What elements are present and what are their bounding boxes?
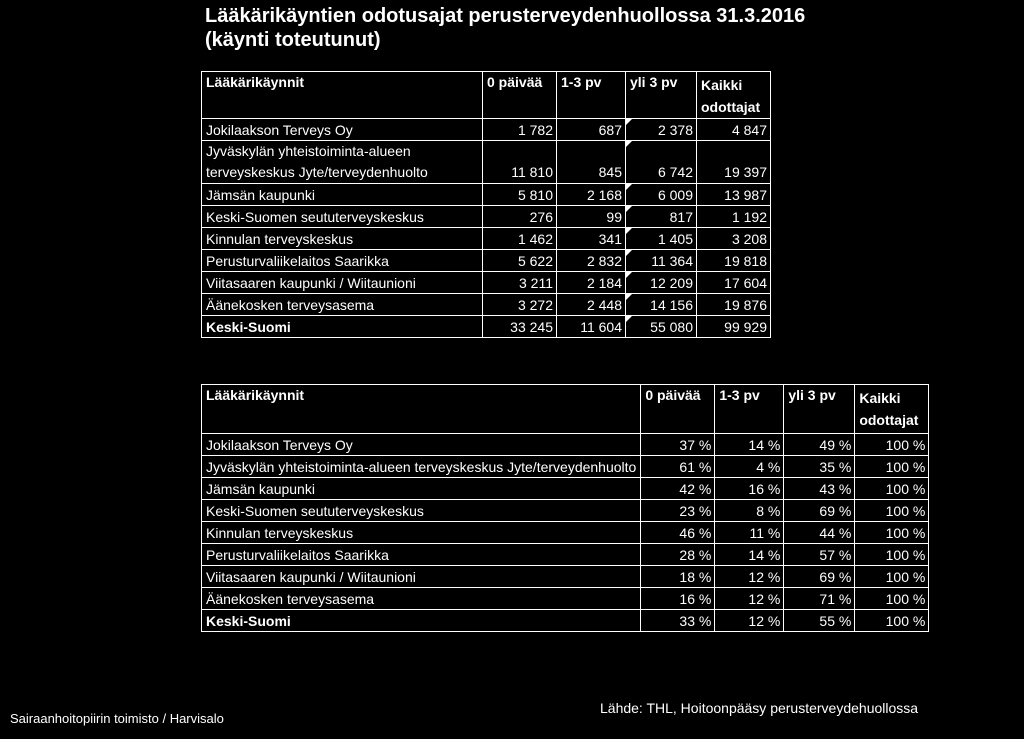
- row-name: Äänekosken terveysasema: [202, 294, 483, 316]
- row-name: Viitasaaren kaupunki / Wiitaunioni: [202, 566, 641, 588]
- cell-kaikki: 100 %: [855, 522, 929, 544]
- table-row: [202, 141, 771, 184]
- cell-yli-3-pv: 69 %: [784, 500, 855, 522]
- cell-0-paivaa: 1 782: [483, 119, 557, 141]
- row-name: Jyväskylän yhteistoiminta-alueen terveyskeskus Jyte/terveydenhuolto: [202, 456, 641, 478]
- header-kaikki-odottajat: [855, 385, 929, 434]
- cell-1-3-pv: 845: [557, 141, 626, 184]
- cell-1-3-pv: 14 %: [715, 434, 784, 456]
- row-name: Keski-Suomen seututerveyskeskus: [202, 500, 641, 522]
- cell-0-paivaa: 28 %: [641, 544, 715, 566]
- cell-yli-3-pv: 71 %: [784, 588, 855, 610]
- cell-kaikki: 4 847: [697, 119, 771, 141]
- cell-1-3-pv: 12 %: [715, 610, 784, 632]
- comment-flag-icon: [626, 141, 632, 147]
- cell-0-paivaa: 33 %: [641, 610, 715, 632]
- cell-yli-3-pv: 55 %: [784, 610, 855, 632]
- row-name: Jämsän kaupunki: [202, 478, 641, 500]
- comment-flag-icon: [626, 316, 632, 322]
- table-total-row: [202, 316, 771, 338]
- cell-0-paivaa: 3 272: [483, 294, 557, 316]
- header-laakarikaynnit: Lääkärikäynnit: [202, 385, 641, 434]
- cell-yli-3-pv: 11 364: [626, 250, 697, 272]
- cell-kaikki: 99 929: [697, 316, 771, 338]
- cell-1-3-pv: 2 184: [557, 272, 626, 294]
- header-kaikki-line1: Kaikki: [701, 77, 743, 93]
- cell-0-paivaa: 42 %: [641, 478, 715, 500]
- table-row: [202, 250, 771, 272]
- table-row: [202, 206, 771, 228]
- cell-kaikki: 19 397: [697, 141, 771, 184]
- counts-table: [201, 71, 771, 338]
- table-row: [202, 184, 771, 206]
- table-row: [202, 294, 771, 316]
- cell-kaikki: 100 %: [855, 566, 929, 588]
- header-kaikki-odottajat: [697, 72, 771, 119]
- cell-1-3-pv: 12 %: [715, 566, 784, 588]
- header-kaikki-line2: odottajat: [859, 412, 919, 428]
- cell-0-paivaa: 5 622: [483, 250, 557, 272]
- header-kaikki-line2: odottajat: [701, 99, 761, 115]
- table-row: [202, 456, 929, 478]
- row-name: Äänekosken terveysasema: [202, 588, 641, 610]
- cell-1-3-pv: 8 %: [715, 500, 784, 522]
- row-name: Perusturvaliikelaitos Saarikka: [202, 250, 483, 272]
- cell-kaikki: 19 818: [697, 250, 771, 272]
- cell-kaikki: 100 %: [855, 434, 929, 456]
- row-name: Kinnulan terveyskeskus: [202, 228, 483, 250]
- row-name: Perusturvaliikelaitos Saarikka: [202, 544, 641, 566]
- cell-kaikki: 100 %: [855, 456, 929, 478]
- cell-kaikki: 100 %: [855, 544, 929, 566]
- row-name: Jyväskylän yhteistoiminta-alueen terveyskeskus Jyte/terveydenhuolto: [202, 141, 483, 184]
- cell-0-paivaa: 61 %: [641, 456, 715, 478]
- cell-yli-3-pv: 55 080: [626, 316, 697, 338]
- header-laakarikaynnit: Lääkärikäynnit: [202, 72, 483, 119]
- percent-table: [201, 384, 929, 632]
- table-row: [202, 566, 929, 588]
- header-kaikki-line1: Kaikki: [859, 390, 901, 406]
- comment-flag-icon: [626, 119, 632, 125]
- cell-0-paivaa: 37 %: [641, 434, 715, 456]
- table-row: [202, 228, 771, 250]
- cell-1-3-pv: 12 %: [715, 588, 784, 610]
- cell-1-3-pv: 99: [557, 206, 626, 228]
- cell-1-3-pv: 11 604: [557, 316, 626, 338]
- table-total-row: [202, 610, 929, 632]
- cell-1-3-pv: 11 %: [715, 522, 784, 544]
- cell-yli-3-pv: 43 %: [784, 478, 855, 500]
- header-0-paivaa: 0 päivää: [641, 385, 715, 434]
- cell-1-3-pv: 2 832: [557, 250, 626, 272]
- cell-0-paivaa: 5 810: [483, 184, 557, 206]
- comment-flag-icon: [626, 184, 632, 190]
- cell-0-paivaa: 16 %: [641, 588, 715, 610]
- header-yli-3-pv: yli 3 pv: [626, 72, 697, 119]
- cell-yli-3-pv: 6 742: [626, 141, 697, 184]
- row-name: Viitasaaren kaupunki / Wiitaunioni: [202, 272, 483, 294]
- cell-0-paivaa: 23 %: [641, 500, 715, 522]
- table-row: [202, 119, 771, 141]
- comment-flag-icon: [626, 250, 632, 256]
- cell-yli-3-pv: 69 %: [784, 566, 855, 588]
- comment-flag-icon: [626, 294, 632, 300]
- source-footer: Lähde: THL, Hoitoonpääsy perusterveydehuollossa: [600, 700, 919, 716]
- cell-yli-3-pv: 44 %: [784, 522, 855, 544]
- cell-kaikki: 100 %: [855, 500, 929, 522]
- table-header-row: [202, 385, 929, 434]
- cell-1-3-pv: 4 %: [715, 456, 784, 478]
- cell-kaikki: 3 208: [697, 228, 771, 250]
- row-name: Jokilaakson Terveys Oy: [202, 119, 483, 141]
- cell-0-paivaa: 46 %: [641, 522, 715, 544]
- cell-1-3-pv: 14 %: [715, 544, 784, 566]
- cell-kaikki: 19 876: [697, 294, 771, 316]
- cell-yli-3-pv: 14 156: [626, 294, 697, 316]
- cell-kaikki: 1 192: [697, 206, 771, 228]
- table-row: [202, 434, 929, 456]
- comment-flag-icon: [626, 228, 632, 234]
- cell-kaikki: 100 %: [855, 588, 929, 610]
- cell-yli-3-pv: 2 378: [626, 119, 697, 141]
- cell-kaikki: 13 987: [697, 184, 771, 206]
- table-row: [202, 500, 929, 522]
- cell-yli-3-pv: 817: [626, 206, 697, 228]
- table-row: [202, 544, 929, 566]
- cell-0-paivaa: 18 %: [641, 566, 715, 588]
- row-name-total: Keski-Suomi: [202, 316, 483, 338]
- cell-0-paivaa: 11 810: [483, 141, 557, 184]
- cell-0-paivaa: 33 245: [483, 316, 557, 338]
- cell-0-paivaa: 276: [483, 206, 557, 228]
- row-name: Jokilaakson Terveys Oy: [202, 434, 641, 456]
- row-name-total: Keski-Suomi: [202, 610, 641, 632]
- cell-kaikki: 100 %: [855, 610, 929, 632]
- cell-0-paivaa: 3 211: [483, 272, 557, 294]
- cell-yli-3-pv: 12 209: [626, 272, 697, 294]
- comment-flag-icon: [626, 272, 632, 278]
- title-line-1: Lääkärikäyntien odotusajat perusterveydenhuollossa 31.3.2016: [205, 5, 806, 27]
- cell-yli-3-pv: 35 %: [784, 456, 855, 478]
- row-name: Keski-Suomen seututerveyskeskus: [202, 206, 483, 228]
- cell-1-3-pv: 687: [557, 119, 626, 141]
- cell-yli-3-pv: 49 %: [784, 434, 855, 456]
- cell-yli-3-pv: 6 009: [626, 184, 697, 206]
- table-header-row: [202, 72, 771, 119]
- cell-1-3-pv: 16 %: [715, 478, 784, 500]
- cell-yli-3-pv: 1 405: [626, 228, 697, 250]
- row-name: Kinnulan terveyskeskus: [202, 522, 641, 544]
- table-row: [202, 588, 929, 610]
- cell-1-3-pv: 341: [557, 228, 626, 250]
- header-yli-3-pv: yli 3 pv: [784, 385, 855, 434]
- header-0-paivaa: 0 päivää: [483, 72, 557, 119]
- table-row: [202, 272, 771, 294]
- title-line-2: (käynti toteutunut): [205, 29, 381, 51]
- table-row: [202, 478, 929, 500]
- cell-0-paivaa: 1 462: [483, 228, 557, 250]
- cell-yli-3-pv: 57 %: [784, 544, 855, 566]
- comment-flag-icon: [626, 206, 632, 212]
- cell-kaikki: 17 604: [697, 272, 771, 294]
- cell-1-3-pv: 2 448: [557, 294, 626, 316]
- header-1-3-pv: 1-3 pv: [715, 385, 784, 434]
- page-title: [205, 4, 965, 52]
- header-1-3-pv: 1-3 pv: [557, 72, 626, 119]
- row-name: Jämsän kaupunki: [202, 184, 483, 206]
- cell-1-3-pv: 2 168: [557, 184, 626, 206]
- cell-kaikki: 100 %: [855, 478, 929, 500]
- table-row: [202, 522, 929, 544]
- author-footer: Sairaanhoitopiirin toimisto / Harvisalo: [10, 711, 224, 726]
